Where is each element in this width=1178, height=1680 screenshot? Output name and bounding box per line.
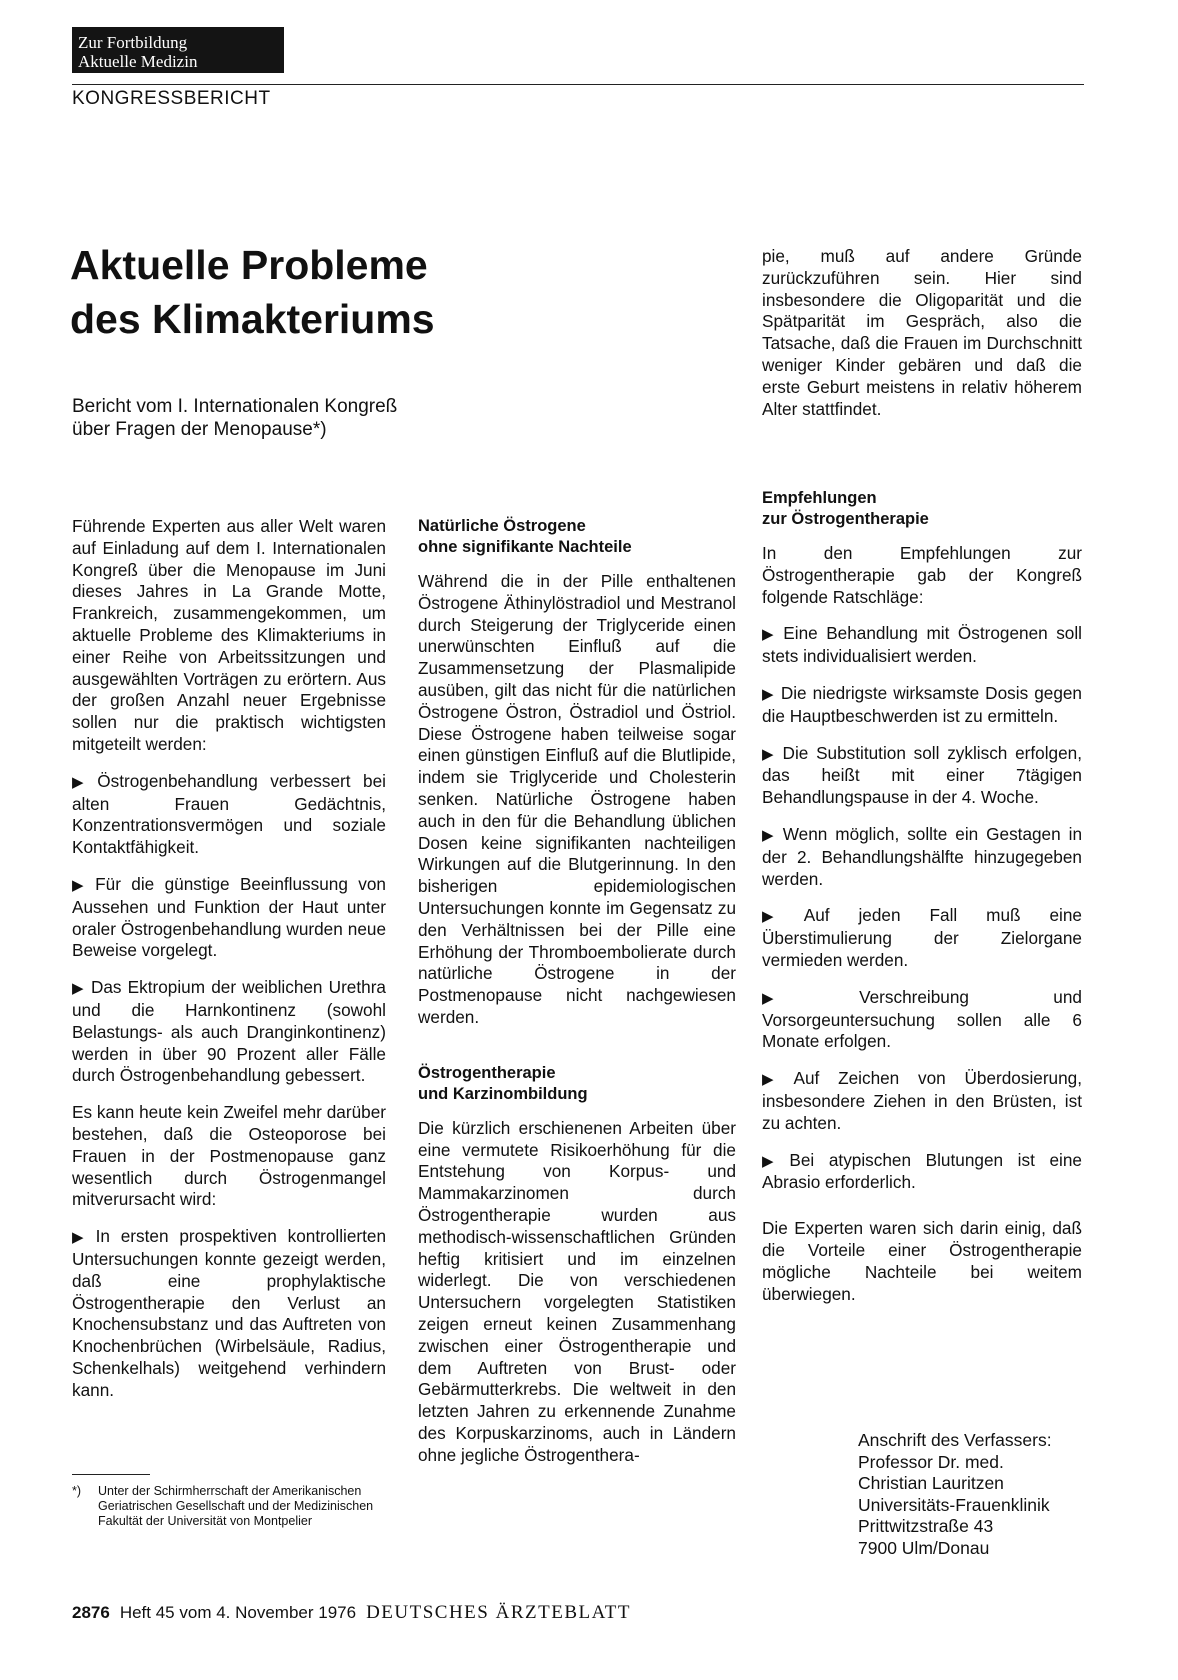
address-line: Universitäts-Frauenklinik — [858, 1494, 1050, 1515]
finding-2-text: Für die günstige Beeinflussung von Aussehen und Funktion der Haut unter oraler Östrogenbehandlung wurden neue Beweise vorgelegt. — [72, 873, 386, 961]
page-number: 2876 — [72, 1603, 110, 1622]
heading-natural-estrogens — [418, 516, 736, 558]
heading-line: zur Östrogentherapie — [762, 510, 929, 528]
triangle-bullet-icon: ▶ — [72, 876, 90, 894]
triangle-bullet-icon: ▶ — [762, 908, 798, 926]
recommendation-text: Die niedrigste wirksamste Dosis gegen die Hauptbeschwerden ist zu ermitteln. — [762, 682, 1082, 726]
triangle-bullet-icon: ▶ — [72, 773, 92, 791]
recommendation-text: Verschreibung und Vorsorgeuntersuchung sollen alle 6 Monate erfolgen. — [762, 986, 1082, 1052]
subtitle-line-2: über Fragen der Menopause*) — [72, 419, 327, 440]
recommendation-4 — [762, 824, 1082, 890]
triangle-bullet-icon: ▶ — [72, 1229, 90, 1247]
heading-line: Empfehlungen — [762, 489, 877, 507]
finding-3 — [72, 977, 386, 1087]
recommendation-8 — [762, 1150, 1082, 1195]
journal-name: DEUTSCHES ÄRZTEBLATT — [366, 1602, 631, 1623]
footnote-text: Unter der Schirmherrschaft der Amerikanischen Geriatrischen Gesellschaft und der Medizinischen Fakultät der Universität von Montpelier — [98, 1484, 374, 1528]
issue-info: Heft 45 vom 4. November 1976 — [119, 1603, 357, 1622]
rubric-line-1: Zur Fortbildung — [78, 33, 188, 52]
recommendation-7 — [762, 1068, 1082, 1134]
triangle-bullet-icon: ▶ — [762, 1152, 784, 1170]
triangle-bullet-icon: ▶ — [762, 826, 777, 844]
triangle-bullet-icon: ▶ — [762, 626, 778, 644]
recommendation-5 — [762, 905, 1082, 971]
title-line-2: des Klimakteriums — [70, 296, 435, 342]
finding-2 — [72, 874, 386, 962]
column-3 — [762, 488, 1082, 1320]
triangle-bullet-icon: ▶ — [72, 980, 85, 998]
finding-1 — [72, 771, 386, 859]
recommendation-text: Eine Behandlung mit Östrogenen soll stets individualisiert werden. — [762, 623, 1082, 667]
recommendation-1 — [762, 623, 1082, 668]
finding-4 — [72, 1226, 386, 1401]
conclusion-paragraph: Die Experten waren sich darin einig, daß die Vorteile einer Östrogentherapie mögliche Nachteile bei weitem überwiegen. — [762, 1218, 1082, 1304]
heading-recommendations — [762, 488, 1082, 530]
subtitle-line-1: Bericht vom I. Internationalen Kongreß — [72, 396, 398, 417]
continuation-paragraph: pie, muß auf andere Gründe zurückzuführen sein. Hier sind insbesondere die Oligoparität und die Spätparität im Gespräch, also die Tatsache, daß die Frauen im Durchschnitt weniger Kinder gebären und daß die erste Geburt meistens in relativ höherem Alter stattfindet. — [762, 246, 1082, 419]
triangle-bullet-icon: ▶ — [762, 685, 775, 703]
intro-paragraph: Führende Experten aus aller Welt waren auf Einladung auf dem I. Internationalen Kongreß über die Menopause im Juni dieses Jahres in La Grande Motte, Frankreich, zusammengekommen, um aktuelle Probleme des Klimakteriums in einer Reihe von Arbeitssitzungen und ausgewählten Vorträgen zu erörtern. Aus der großen Anzahl neuer Ergebnisse sollen nur die praktisch wichtigsten mitgeteilt werden: — [72, 516, 386, 754]
article-title — [70, 238, 435, 346]
triangle-bullet-icon: ▶ — [762, 989, 854, 1007]
column-3-continuation — [762, 246, 1082, 435]
address-line: 7900 Ulm/Donau — [858, 1537, 990, 1558]
column-1 — [72, 516, 386, 1416]
heading-line: und Karzinombildung — [418, 1084, 588, 1103]
osteoporosis-paragraph: Es kann heute kein Zweifel mehr darüber bestehen, daß die Osteoporose bei Frauen in der Postmenopause ganz wesentlich durch Östrogenmangel mitverursacht wird: — [72, 1102, 386, 1210]
recommendation-text: Die Substitution soll zyklisch erfolgen, das heißt mit einer 7tägigen Behandlungspause in der 4. Woche. — [762, 742, 1083, 808]
article-subtitle — [72, 395, 397, 441]
heading-line: Natürliche Östrogene — [418, 517, 586, 535]
triangle-bullet-icon: ▶ — [762, 1071, 788, 1089]
address-line: Christian Lauritzen — [858, 1473, 1004, 1493]
address-line: Anschrift des Verfassers: — [858, 1430, 1052, 1450]
recommendation-text: Wenn möglich, sollte ein Gestagen in der 2. Behandlungshälfte hinzugegeben werden. — [762, 823, 1082, 889]
recommendations-intro: In den Empfehlungen zur Östrogentherapie gab der Kongreß folgende Ratschläge: — [762, 543, 1082, 607]
finding-4-text: In ersten prospektiven kontrollierten Untersuchungen konnte gezeigt werden, daß eine prophylaktische Östrogentherapie den Verlust an Knochensubstanz und das Auftreten von Knochenbrüchen (Wirbelsäule, Radius, Schenkelhals) weitgehend verhindern kann. — [72, 1226, 387, 1400]
recommendation-text: Auf Zeichen von Überdosierung, insbesondere Ziehen in den Brüsten, ist zu achten. — [762, 1068, 1082, 1133]
recommendation-text: Auf jeden Fall muß eine Überstimulierung der Zielorgane vermieden werden. — [762, 905, 1082, 970]
page-footer — [72, 1602, 631, 1624]
rubric-badge — [72, 27, 284, 73]
carcinoma-paragraph: Die kürzlich erschienenen Arbeiten über eine vermutete Risikoerhöhung für die Entstehung von Korpus- und Mammakarzinomen durch Östrogentherapie wurden aus methodisch-wissenschaftlichen Gründen heftig kritisiert und im einzelnen widerlegt. Die von verschiedenen Untersuchern vorgelegten Statistiken zeigen erneut keinen Zusammenhang zwischen einer Östrogentherapie und dem Auftreten von Brust- oder Gebärmutterkrebs. Die weltweit in den letzten Jahren zu erkennende Zunahme des Korpuskarzinoms, auch in Ländern ohne jegliche Östrogenthera- — [418, 1117, 736, 1465]
recommendation-3 — [762, 743, 1082, 809]
footnote-mark: *) — [72, 1484, 82, 1498]
heading-line: ohne signifikante Nachteile — [418, 538, 632, 556]
section-label: KONGRESSBERICHT — [72, 88, 271, 109]
finding-1-text: Östrogenbehandlung verbessert bei alten Frauen Gedächtnis, Konzentrationsvermögen und soziale Kontaktfähigkeit. — [72, 770, 386, 858]
recommendation-2 — [762, 683, 1082, 728]
address-line: Prittwitzstraße 43 — [858, 1516, 994, 1536]
rubric-line-2: Aktuelle Medizin — [78, 52, 198, 71]
triangle-bullet-icon: ▶ — [762, 745, 777, 763]
author-address — [858, 1430, 1052, 1559]
column-2 — [418, 516, 736, 1481]
finding-3-text: Das Ektropium der weiblichen Urethra und die Harnkontinenz (sowohl Belastungs- als auch Dranginkontinenz) werden in über 90 Prozent aller Fälle durch Östrogenbehandlung gebessert. — [72, 977, 386, 1086]
recommendation-text: Bei atypischen Blutungen ist eine Abrasio erforderlich. — [762, 1149, 1082, 1193]
footnote-rule — [72, 1474, 150, 1475]
title-line-1: Aktuelle Probleme — [70, 242, 428, 288]
heading-line: Östrogentherapie — [418, 1063, 556, 1082]
heading-carcinoma — [418, 1063, 736, 1105]
natural-estrogens-paragraph: Während die in der Pille enthaltenen Östrogene Äthinylöstradiol und Mestranol durch Steigerung der Triglyceride einen unerwünschten Einfluß auf die Zusammensetzung der Plasmalipide ausüben, gilt das nicht für die natürlichen Östrogene Östron, Östradiol und Östriol. Diese Östrogene haben teilweise sogar einen günstigen Einfluß auf die Blutlipide, indem sie Triglyceride und Cholesterin senken. Natürliche Östrogene haben auch in den für die Behandlung üblichen Dosen keine signifikanten nachteiligen Wirkungen auf die Blutgerinnung. In den bisherigen epidemiologischen Untersuchungen konnte im Gegensatz zu den Verhältnissen bei der Pille eine Erhöhung der Thromboembolierate durch natürliche Östrogene in der Postmenopause nicht nachgewiesen werden. — [418, 571, 736, 1027]
recommendation-6 — [762, 987, 1082, 1053]
footnote — [72, 1484, 386, 1529]
header-rule — [72, 84, 1084, 85]
address-line: Professor Dr. med. — [858, 1451, 1004, 1472]
